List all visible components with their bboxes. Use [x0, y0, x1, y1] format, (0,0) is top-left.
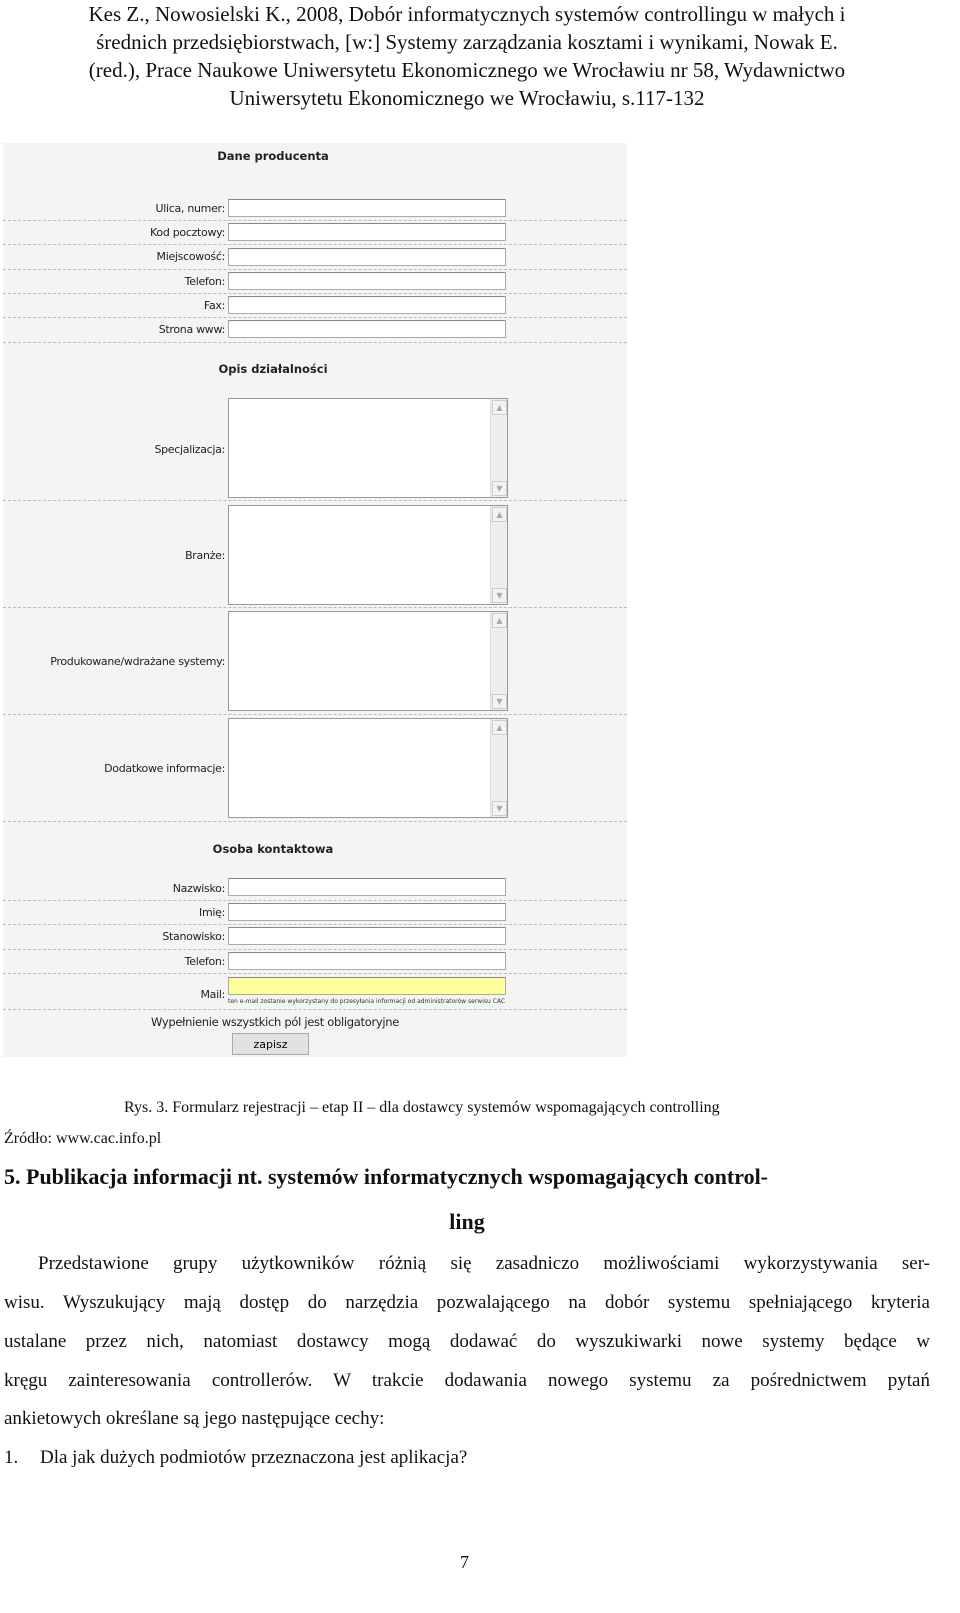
scroll-up-icon[interactable]: ▲ [492, 400, 507, 415]
paragraph-line: Przedstawione grupy użytkowników różnią się zasadniczo możliwościami wykorzystywania ser- [38, 1253, 930, 1274]
field-label: Kod pocztowy: [150, 226, 225, 239]
divider [3, 973, 627, 974]
scroll-down-icon[interactable]: ▼ [492, 801, 507, 816]
field-label: Dodatkowe informacje: [104, 762, 225, 775]
surname-input[interactable] [228, 878, 506, 896]
citation-line: (red.), Prace Naukowe Uniwersytetu Ekonomicznego we Wrocławiu nr 58, Wydawnictwo [88, 58, 846, 82]
field-label: Produkowane/wdrażane systemy: [50, 655, 225, 668]
page-number: 7 [460, 1552, 469, 1572]
section-heading: Dane producenta [217, 149, 329, 163]
divider [3, 607, 627, 608]
citation-line: Kes Z., Nowosielski K., 2008, Dobór informatycznych systemów controllingu w małych i [88, 2, 846, 26]
phone-input[interactable] [228, 272, 506, 290]
registration-form-screenshot [3, 143, 627, 1057]
divider [3, 714, 627, 715]
section-heading: Osoba kontaktowa [212, 842, 334, 856]
field-label: Ulica, numer: [155, 202, 225, 215]
field-label: Mail: [200, 988, 225, 1001]
contact-phone-input[interactable] [228, 952, 506, 970]
postal-code-input[interactable] [228, 223, 506, 241]
mail-input[interactable] [228, 977, 506, 995]
paragraph-line: kręgu zainteresowania controllerów. W trakcie dodawania nowego systemu za pośrednictwem pytań [4, 1370, 930, 1391]
first-name-input[interactable] [228, 903, 506, 921]
field-label: Specjalizacja: [154, 443, 225, 456]
field-label: Miejscowość: [156, 250, 225, 263]
divider [3, 821, 627, 822]
mail-note: ten e-mail zostanie wykorzystany do przesyłania informacji od administratorów serwisu CAC [228, 998, 506, 1005]
divider [3, 1009, 627, 1010]
save-button[interactable]: zapisz [232, 1033, 309, 1055]
section-heading: Opis działalności [218, 362, 328, 376]
paragraph-line: ankietowych określane są jego następujące cechy: [4, 1408, 385, 1429]
field-label: Strona www: [158, 323, 225, 336]
scroll-up-icon[interactable]: ▲ [492, 507, 507, 522]
scrollbar[interactable] [490, 612, 507, 710]
divider [3, 924, 627, 925]
specialization-textarea[interactable] [228, 398, 508, 498]
section-heading: 5. Publikacja informacji nt. systemów informatycznych wspomagających control- [4, 1164, 769, 1189]
field-label: Nazwisko: [172, 882, 225, 895]
additional-info-textarea[interactable] [228, 718, 508, 818]
field-label: Stanowisko: [162, 930, 225, 943]
divider [3, 342, 627, 343]
field-label: Telefon: [184, 955, 225, 968]
field-label: Telefon: [184, 275, 225, 288]
divider [3, 269, 627, 270]
required-note: Wypełnienie wszystkich pól jest obligatoryjne [151, 1015, 400, 1029]
divider [3, 220, 627, 221]
scroll-up-icon[interactable]: ▲ [492, 720, 507, 735]
website-input[interactable] [228, 320, 506, 338]
divider [3, 500, 627, 501]
street-input[interactable] [228, 199, 506, 217]
scrollbar[interactable] [490, 506, 507, 604]
figure-source: Źródło: www.cac.info.pl [4, 1130, 162, 1147]
systems-textarea[interactable] [228, 611, 508, 711]
fax-input[interactable] [228, 296, 506, 314]
paragraph-line: wisu. Wyszukujący mają dostęp do narzędzia pozwalającego na dobór systemu spełniającego kryteria [4, 1292, 930, 1313]
scroll-down-icon[interactable]: ▼ [492, 481, 507, 496]
divider [3, 900, 627, 901]
citation-line: Uniwersytetu Ekonomicznego we Wrocławiu, s.117-132 [229, 86, 705, 110]
position-input[interactable] [228, 927, 506, 945]
field-label: Branże: [185, 549, 225, 562]
section-heading-cont: ling [449, 1209, 485, 1234]
paragraph-line: ustalane przez nich, natomiast dostawcy mogą dodawać do wyszukiwarki nowe systemy będące w [4, 1331, 930, 1352]
scroll-up-icon[interactable]: ▲ [492, 613, 507, 628]
industries-textarea[interactable] [228, 505, 508, 605]
divider [3, 949, 627, 950]
list-item: Dla jak dużych podmiotów przeznaczona jest aplikacja? [40, 1447, 468, 1468]
field-label: Imię: [199, 906, 225, 919]
citation-line: średnich przedsiębiorstwach, [w:] Systemy zarządzania kosztami i wynikami, Nowak E. [96, 30, 838, 54]
scrollbar[interactable] [490, 399, 507, 497]
scroll-down-icon[interactable]: ▼ [492, 694, 507, 709]
city-input[interactable] [228, 248, 506, 266]
list-number: 1. [4, 1447, 19, 1468]
scroll-down-icon[interactable]: ▼ [492, 588, 507, 603]
divider [3, 317, 627, 318]
figure-caption: Rys. 3. Formularz rejestracji – etap II – dla dostawcy systemów wspomagających controlling [124, 1099, 720, 1116]
divider [3, 293, 627, 294]
scrollbar[interactable] [490, 719, 507, 817]
field-label: Fax: [203, 299, 225, 312]
divider [3, 244, 627, 245]
